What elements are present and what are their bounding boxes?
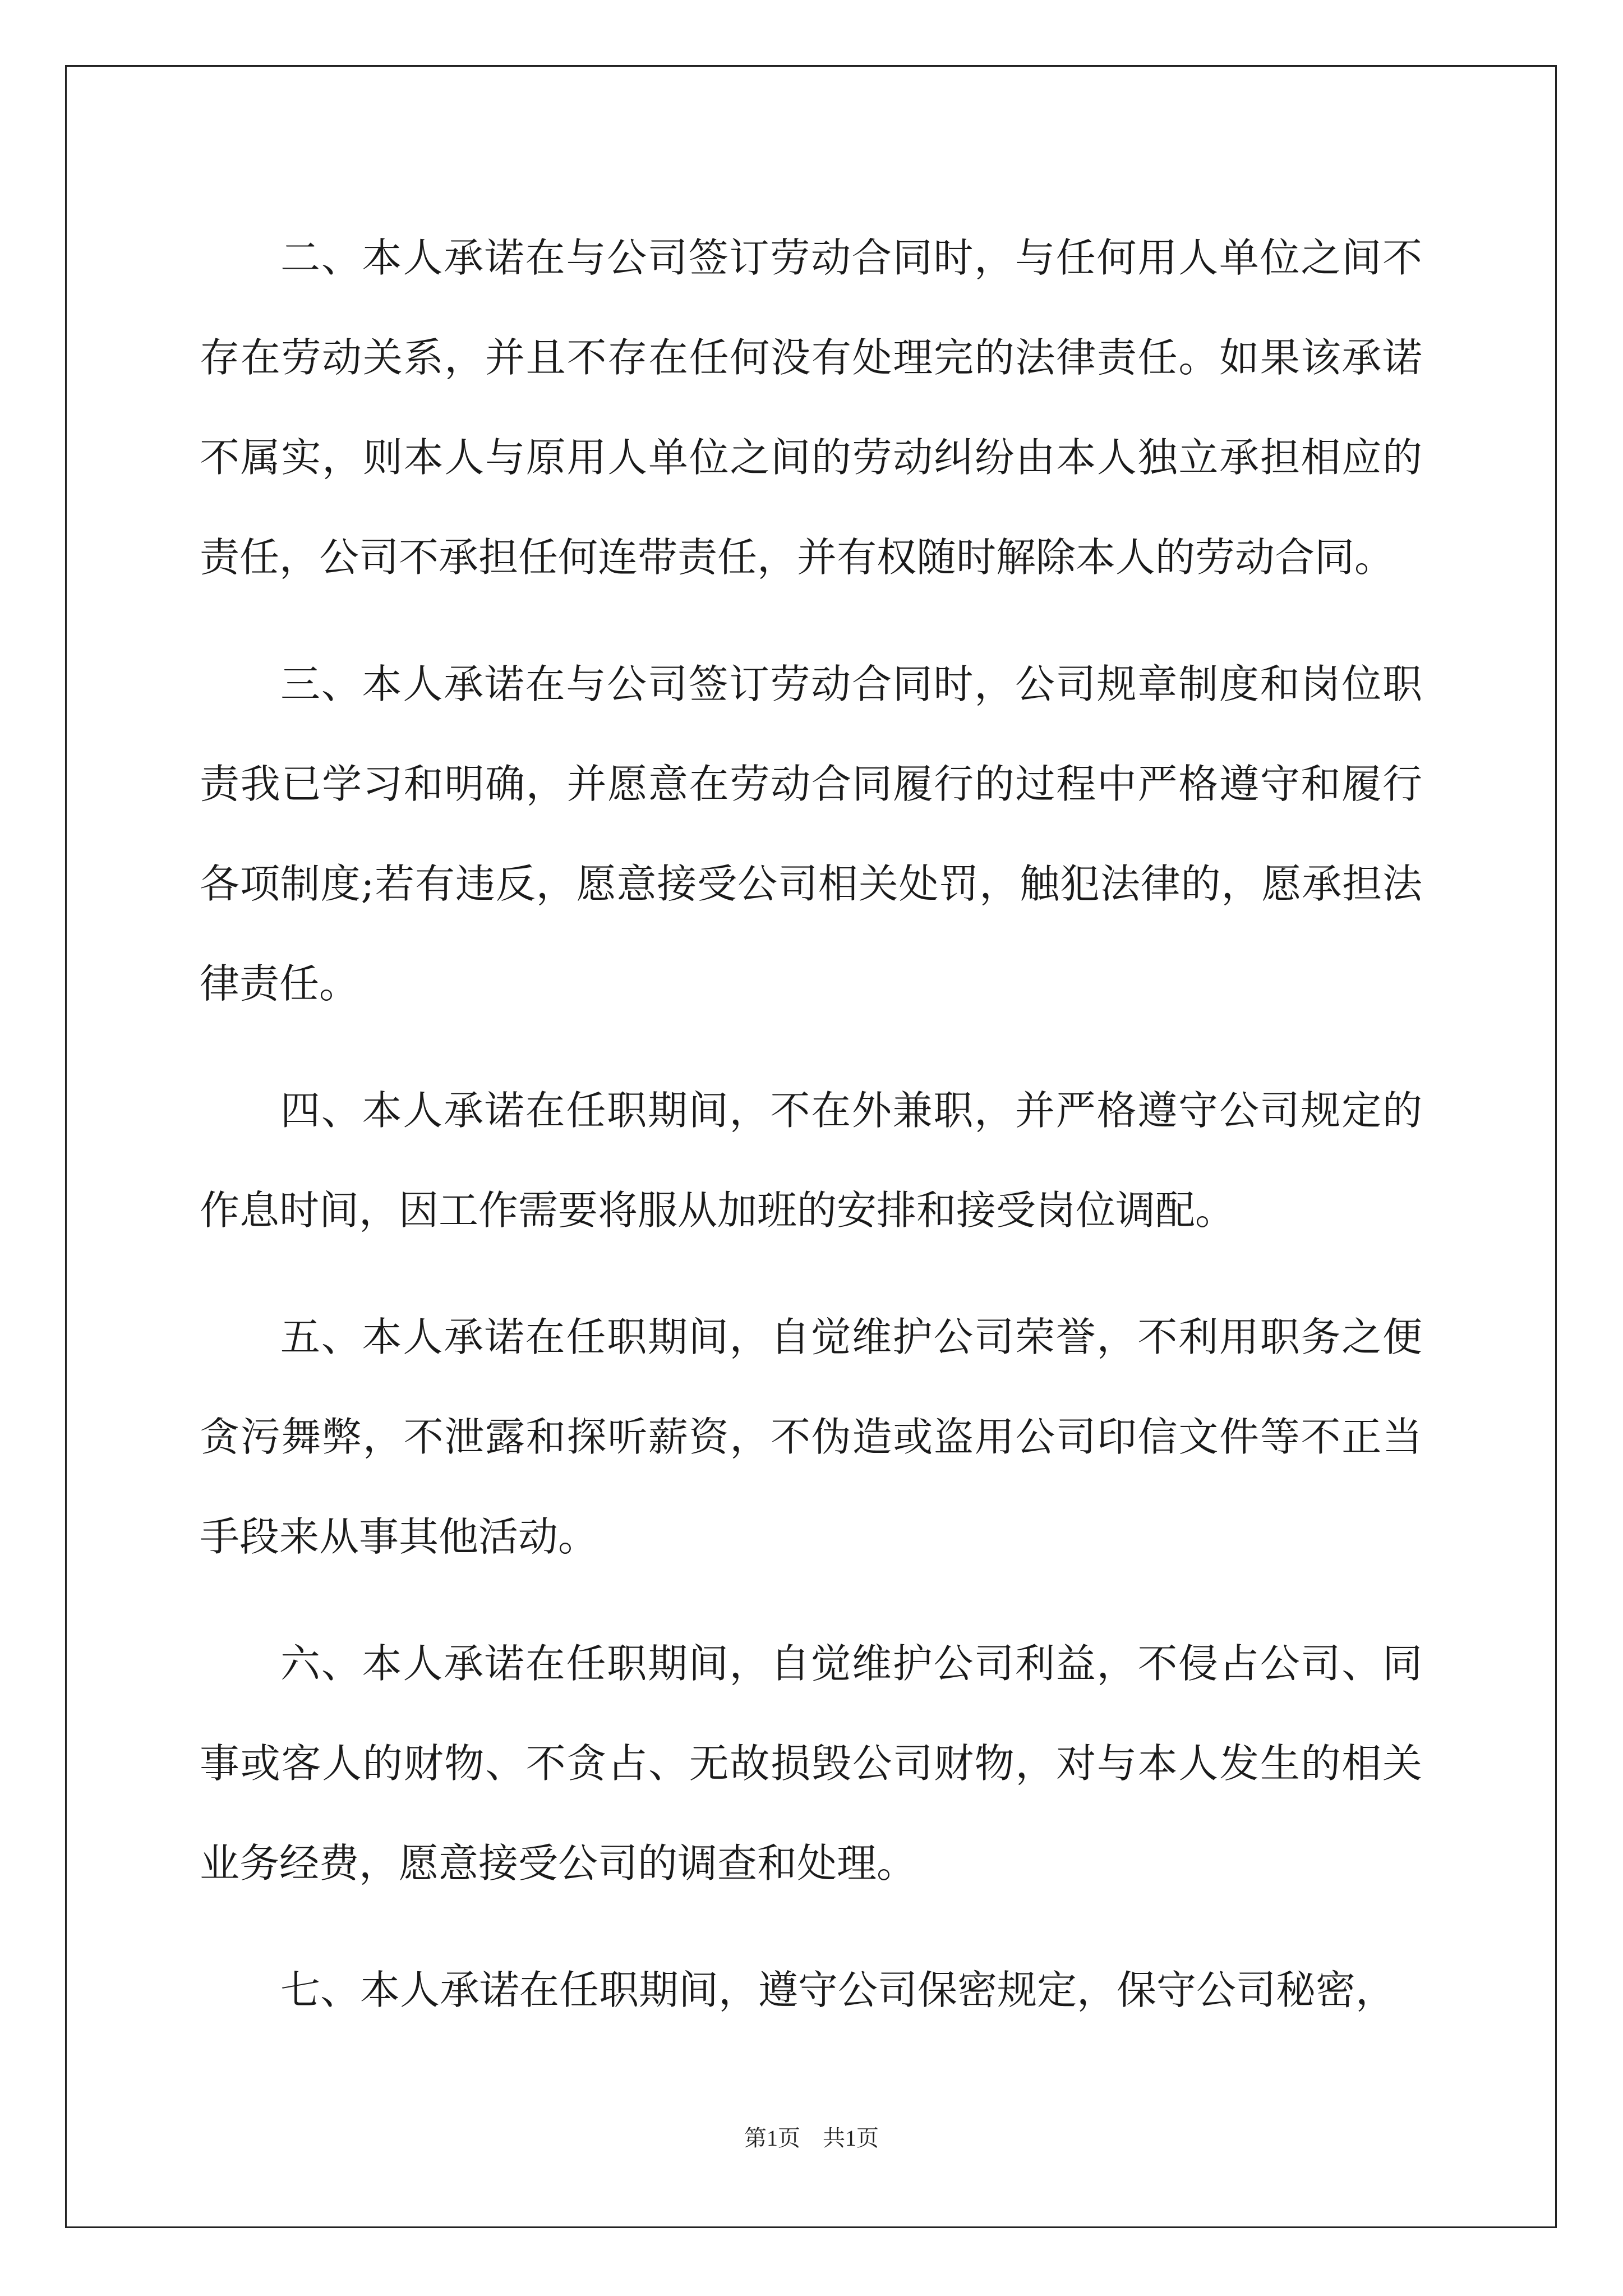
paragraph-line: 业务经费，愿意接受公司的调查和处理。 (200, 1840, 917, 1887)
paragraph-line: 三、本人承诺在与公司签订劳动合同时，公司规章制度和岗位职 (280, 661, 1422, 707)
paragraph-line: 存在劳动关系，并且不存在任何没有处理完的法律责任。如果该承诺 (200, 334, 1422, 381)
paragraph-line: 事或客人的财物、不贪占、无故损毁公司财物，对与本人发生的相关 (200, 1740, 1422, 1787)
paragraph-line: 责我已学习和明确，并愿意在劳动合同履行的过程中严格遵守和履行 (200, 761, 1422, 807)
paragraph-line: 作息时间，因工作需要将服从加班的安排和接受岗位调配。 (200, 1187, 1235, 1234)
paragraph-line: 五、本人承诺在任职期间，自觉维护公司荣誉，不利用职务之便 (280, 1314, 1422, 1360)
paragraph-line: 手段来从事其他活动。 (200, 1513, 598, 1560)
paragraph-line: 责任，公司不承担任何连带责任，并有权随时解除本人的劳动合同。 (200, 534, 1395, 581)
paragraph-line: 七、本人承诺在任职期间，遵守公司保密规定，保守公司秘密， (280, 1967, 1396, 2013)
paragraph-line: 六、本人承诺在任职期间，自觉维护公司利益，不侵占公司、同 (280, 1640, 1422, 1687)
paragraph-line: 律责任。 (200, 960, 359, 1007)
paragraph-5 (200, 1287, 1422, 1587)
page-footer (0, 2120, 1623, 2152)
paragraph-3 (200, 634, 1422, 1034)
page-total: 共1页 (823, 2125, 879, 2151)
page-number: 第1页 (744, 2125, 800, 2151)
paragraph-line: 各项制度;若有违反，愿意接受公司相关处罚，触犯法律的，愿承担法 (200, 861, 1422, 907)
paragraph-line: 四、本人承诺在任职期间，不在外兼职，并严格遵守公司规定的 (280, 1087, 1422, 1134)
paragraph-4 (200, 1061, 1422, 1260)
paragraph-6 (200, 1614, 1422, 1913)
paragraph-2 (200, 208, 1422, 608)
paragraph-7 (200, 1940, 1422, 2040)
document-body (200, 208, 1422, 2067)
paragraph-line: 二、本人承诺在与公司签订劳动合同时，与任何用人单位之间不 (280, 234, 1422, 281)
paragraph-line: 贪污舞弊，不泄露和探听薪资，不伪造或盗用公司印信文件等不正当 (200, 1414, 1422, 1460)
paragraph-line: 不属实，则本人与原用人单位之间的劳动纠纷由本人独立承担相应的 (200, 434, 1422, 481)
